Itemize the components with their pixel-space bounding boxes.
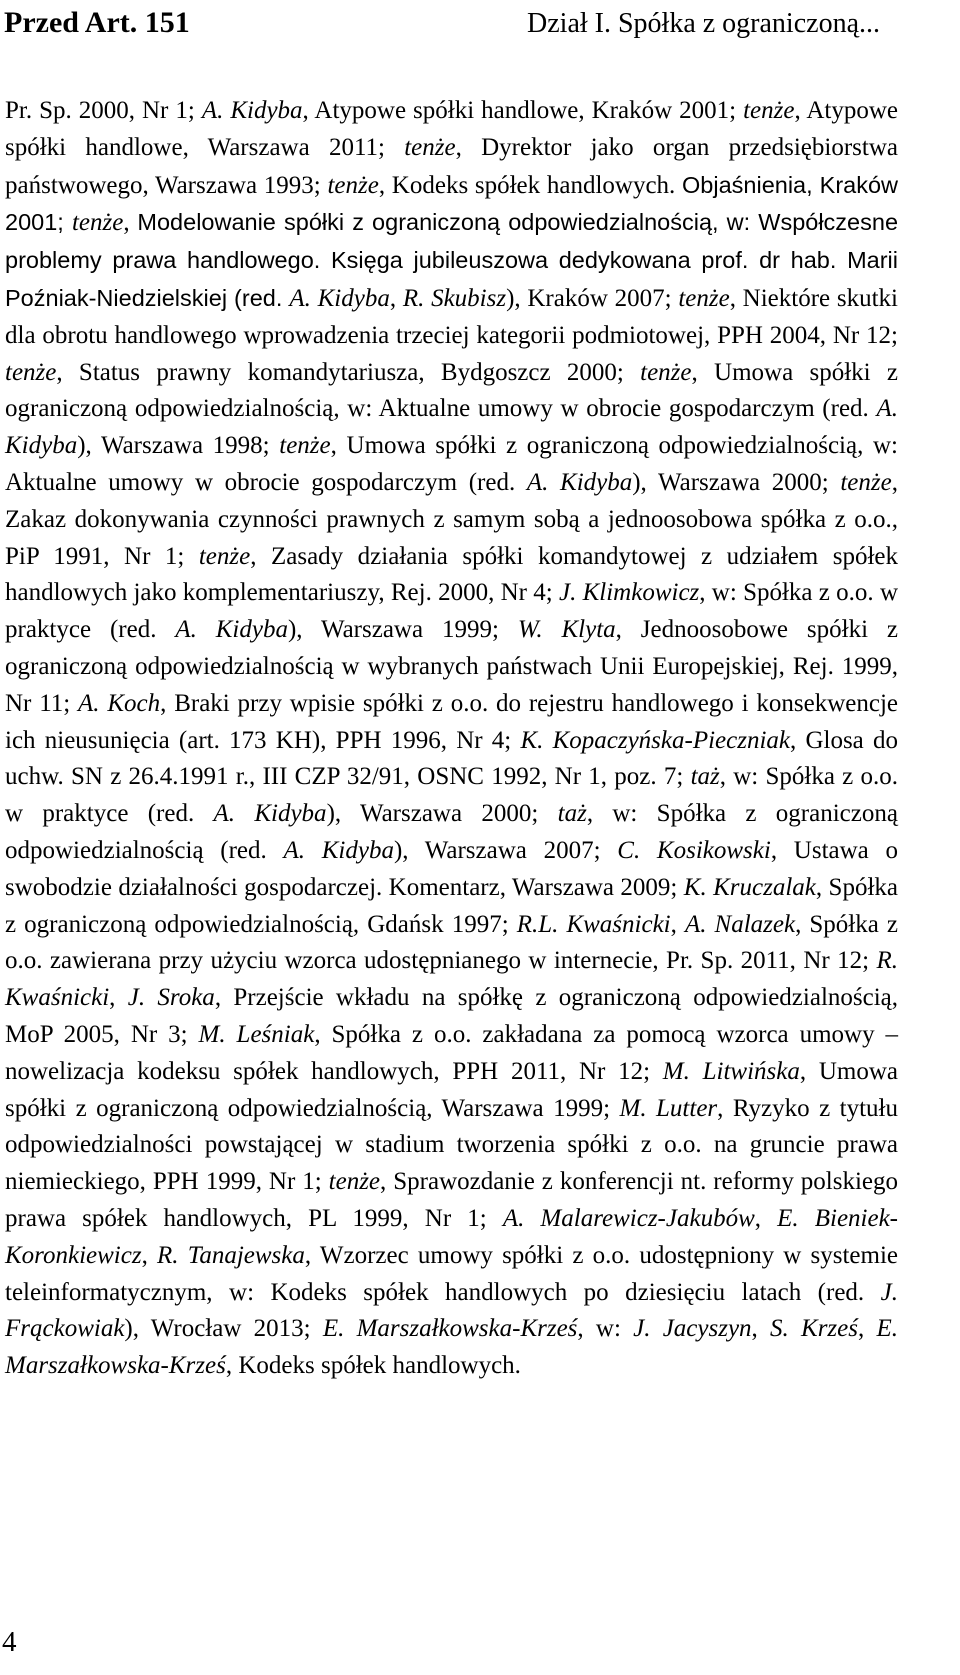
bibliography-text: , Dyrektor jako organ przedsiębiorstwa państwowego, Warszawa 1993; bbox=[5, 133, 898, 199]
cited-author-or-reference: A. Koch bbox=[78, 689, 161, 717]
bibliography-text: , Status prawny komandytariusza, Bydgoszcz 2000; bbox=[56, 358, 641, 386]
bibliography-text: , Niektóre skutki dla obrotu handlowego wprowadzenia trzeciej kategorii podmiotowej, PPH 2004, Nr 12; bbox=[5, 284, 898, 349]
cited-author-or-reference: S. Krześ bbox=[770, 1315, 858, 1343]
bibliography-text: , bbox=[670, 910, 685, 938]
bibliography-text: , Wzorzec umowy spółki z o.o. udostępniony w systemie teleinformatycznym, w: Kodeks spółek handlowych po dziesięciu latach (red. bbox=[5, 1241, 899, 1306]
bibliography-text: , w: Spółka z ograniczoną odpowiedzialnością (red. bbox=[5, 800, 898, 864]
bibliography-text: , Ustawa o swobodzie działalności gospodarczej. Komentarz, Warszawa 2009; bbox=[5, 836, 898, 901]
cited-author-or-reference: R.L. Kwaśnicki bbox=[516, 910, 671, 938]
cited-author-or-reference: A. Kidyba bbox=[289, 284, 390, 312]
cited-author-or-reference: M. Leśniak bbox=[198, 1020, 315, 1048]
cited-author-or-reference: tenże bbox=[743, 97, 795, 124]
bibliography-text: ), Warszawa 1998; bbox=[77, 432, 280, 460]
bibliography-text: ), Wrocław 2013; bbox=[124, 1315, 323, 1343]
page-number: 4 bbox=[2, 1626, 17, 1658]
bibliography-text: , Zasady działania spółki komandytowej z udziałem spółek handlowych jako komplementariuszy, Rej. 2000, Nr 4; bbox=[5, 542, 898, 607]
cited-author-or-reference: E. Marszałkowska-Krześ bbox=[322, 1315, 578, 1343]
header-article-reference: Przed Art. 151 bbox=[4, 6, 190, 39]
bibliography-text: , Spółka z o.o. zakładana za pomocą wzorca umowy – nowelizacja kodeksu spółek handlowych, PPH 2011, Nr 12; bbox=[5, 1020, 899, 1085]
bibliography-text: , Spółka z ograniczoną odpowiedzialnością, Gdańsk 1997; bbox=[5, 873, 898, 938]
bibliography-text: , Braki przy wpisie spółki z o.o. do rejestru handlowego i konsekwencje ich nieusunięcia (art. 173 KH), PPH 1996, Nr 4; bbox=[5, 689, 898, 754]
cited-author-or-reference: tenże bbox=[279, 432, 331, 460]
cited-author-or-reference: tenże bbox=[840, 468, 892, 496]
bibliography-text: , Atypowe spółki handlowe, Kraków 2001; bbox=[302, 97, 744, 124]
bibliography-text: , bbox=[754, 1204, 778, 1232]
cited-author-or-reference: tenże bbox=[71, 209, 124, 237]
bibliography-text: , Atypowe spółki handlowe, Warszawa 2011; bbox=[5, 97, 898, 161]
header-section-title: Dział I. Spółka z ograniczoną... bbox=[527, 8, 880, 39]
bibliography-text: ), Warszawa 2007; bbox=[393, 836, 618, 864]
bibliography-text: , Jednoosobowe spółki z ograniczoną odpowiedzialnością w wybranych państwach Unii Europejskiej, Rej. 1999, Nr 11; bbox=[5, 616, 898, 717]
cited-author-or-reference: tenże bbox=[640, 358, 692, 386]
cited-author-or-reference: taż bbox=[690, 763, 720, 791]
bibliography-text: Objaśnienia, Kraków 2001; bbox=[5, 171, 899, 236]
cited-author-or-reference: J. Klimkowicz bbox=[558, 579, 700, 607]
bibliography-text: , bbox=[141, 1241, 158, 1269]
bibliography-text: Modelowanie spółki z ograniczoną odpowiedzialnością, w: Współczesne problemy prawa handlowego. Księga jubileuszowa dedykowana prof. dr hab. Marii Poźniak-Niedzielskiej (red. bbox=[5, 209, 899, 311]
bibliography-text: , Kodeks spółek handlowych. bbox=[378, 171, 683, 199]
running-header bbox=[0, 6, 960, 46]
cited-author-or-reference: E. Bieniek-Koronkiewicz bbox=[5, 1204, 899, 1269]
cited-author-or-reference: tenże bbox=[328, 1168, 381, 1196]
bibliography-text: , Umowa spółki z ograniczoną odpowiedzialnością, w: Aktualne umowy w obrocie gospodarczym (red. bbox=[5, 358, 899, 423]
cited-author-or-reference: M. Lutter bbox=[619, 1094, 718, 1122]
cited-author-or-reference: R. Kwaśnicki bbox=[5, 947, 898, 1012]
cited-author-or-reference: W. Klyta bbox=[517, 616, 616, 644]
bibliography-text: , Glosa do uchw. SN z 26.4.1991 r., III CZP 32/91, OSNC 1992, Nr 1, poz. 7; bbox=[5, 726, 898, 791]
cited-author-or-reference: A. Kidyba bbox=[283, 836, 394, 864]
cited-author-or-reference: K. Kruczalak bbox=[683, 873, 816, 901]
cited-author-or-reference: taż bbox=[557, 800, 587, 828]
bibliography-text: , bbox=[123, 209, 138, 237]
cited-author-or-reference: K. Kopaczyńska-Pieczniak bbox=[520, 726, 790, 754]
cited-author-or-reference: R. Skubisz bbox=[402, 284, 507, 312]
cited-author-or-reference: tenże bbox=[404, 133, 456, 161]
bibliography-text: ), Warszawa 2000; bbox=[632, 468, 841, 496]
bibliography-paragraph bbox=[5, 93, 898, 1385]
bibliography-text: ), Kraków 2007; bbox=[506, 284, 679, 312]
cited-author-or-reference: A. Nalazek bbox=[684, 910, 796, 938]
bibliography-text: , Zakaz dokonywania czynności prawnych z samym sobą a jednoosobowa spółka z o.o., PiP 1991, Nr 1; bbox=[5, 468, 898, 570]
cited-author-or-reference: J. Sroka bbox=[127, 984, 215, 1012]
cited-author-or-reference: A. Kidyba bbox=[175, 616, 288, 644]
cited-author-or-reference: A. Kidyba bbox=[201, 97, 303, 124]
bibliography-text: , Kodeks spółek handlowych. bbox=[225, 1352, 521, 1380]
cited-author-or-reference: M. Litwińska bbox=[662, 1057, 800, 1085]
cited-author-or-reference: tenże bbox=[198, 542, 251, 570]
bibliography-text: , Umowa spółki z ograniczoną odpowiedzialnością, w: Aktualne umowy w obrocie gospodarczym (red. bbox=[5, 432, 898, 496]
bibliography-text: Pr. Sp. 2000, Nr 1; bbox=[5, 97, 202, 124]
bibliography-text: , w: Spółka z o.o. w praktyce (red. bbox=[5, 579, 898, 644]
bibliography-text: , w: Spółka z o.o. w praktyce (red. bbox=[5, 763, 898, 828]
bibliography-text: , bbox=[751, 1315, 771, 1343]
bibliography-text: , bbox=[857, 1315, 877, 1343]
cited-author-or-reference: tenże bbox=[5, 358, 57, 386]
bibliography-text: ), Warszawa 2000; bbox=[326, 800, 558, 828]
cited-author-or-reference: A. Kidyba bbox=[526, 468, 633, 496]
bibliography-text: , bbox=[109, 984, 128, 1012]
cited-author-or-reference: A. Kidyba bbox=[213, 800, 327, 828]
cited-author-or-reference: tenże bbox=[327, 171, 379, 199]
cited-author-or-reference: J. Jacyszyn bbox=[633, 1315, 752, 1343]
bibliography-text: , Umowa spółki z ograniczoną odpowiedzialnością, Warszawa 1999; bbox=[5, 1057, 898, 1122]
bibliography-text: , Przejście wkładu na spółkę z ograniczoną odpowiedzialnością, MoP 2005, Nr 3; bbox=[5, 984, 899, 1048]
bibliography-text: ), Warszawa 1999; bbox=[287, 616, 518, 644]
cited-author-or-reference: J. Frąckowiak bbox=[5, 1278, 898, 1343]
cited-author-or-reference: A. Malarewicz-Jakubów bbox=[502, 1204, 755, 1232]
bibliography-text: , w: bbox=[577, 1315, 634, 1343]
cited-author-or-reference: R. Tanajewska bbox=[157, 1241, 305, 1269]
bibliography-text: , bbox=[389, 284, 403, 312]
cited-author-or-reference: E. Marszałkowska-Krześ bbox=[5, 1315, 898, 1380]
cited-author-or-reference: C. Kosikowski bbox=[617, 836, 771, 864]
bibliography-text: , Spółka z o.o. zawierana przy użyciu wzorca udostępnianego w internecie, Pr. Sp. 2011, Nr 12; bbox=[5, 910, 899, 975]
bibliography-text: , Ryzyko z tytułu odpowiedzialności powstającej w stadium tworzenia spółki z o.o. na gruncie prawa niemieckiego, PPH 1999, Nr 1; bbox=[5, 1094, 898, 1196]
cited-author-or-reference: A. Kidyba bbox=[5, 395, 898, 460]
bibliography-text: , Sprawozdanie z konferencji nt. reformy polskiego prawa spółek handlowych, PL 1999, Nr 1; bbox=[5, 1168, 898, 1232]
cited-author-or-reference: tenże bbox=[678, 284, 730, 312]
